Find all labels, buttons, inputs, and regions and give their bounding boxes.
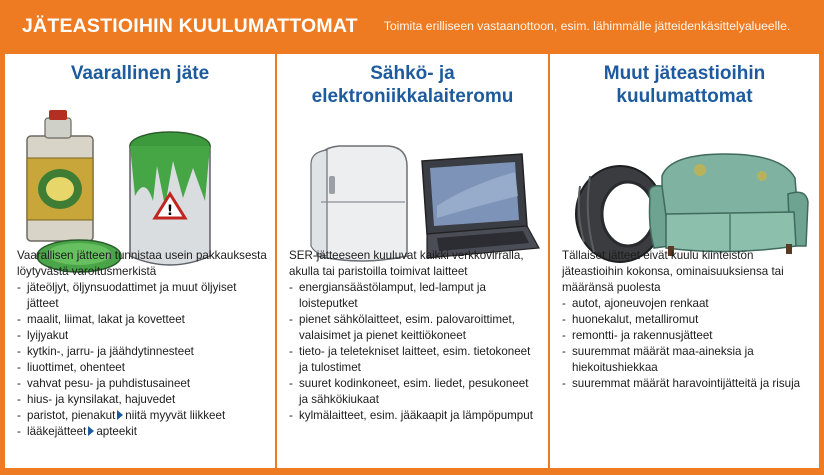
column-other-bulky-waste bbox=[550, 54, 819, 468]
list-item: - lyijyakut bbox=[17, 329, 69, 342]
list-item: - huonekalut, metalliromut bbox=[562, 313, 699, 326]
list-item: - hius- ja kynsilakat, hajuvedet bbox=[17, 393, 176, 406]
list-item: - paristot, pienakut niitä myyvät liikkeet bbox=[17, 409, 226, 422]
column-title-line: Sähkö- ja bbox=[370, 63, 455, 84]
list-item: - kytkin-, jarru- ja jäähdytinnesteet bbox=[17, 345, 194, 358]
content-panel bbox=[5, 54, 819, 468]
list-item: - lääkejätteet apteekit bbox=[17, 425, 137, 438]
list-item: - suuremmat määrät maa-aineksia ja hiekoitushiekkaa bbox=[562, 345, 754, 374]
header-subtitle: Toimita erilliseen vastaanottoon, esim. lähimmälle jätteidenkäsittelyalueelle. bbox=[383, 19, 791, 33]
waste-list bbox=[17, 280, 267, 440]
list-item: - autot, ajoneuvojen renkaat bbox=[562, 297, 709, 310]
sofa-icon bbox=[649, 154, 808, 256]
waste-list bbox=[562, 296, 811, 392]
list-item: - jäteöljyt, öljynsuodattimet ja muut öljyiset jätteet bbox=[17, 281, 237, 310]
column-electronics bbox=[277, 54, 548, 468]
column-title bbox=[5, 62, 275, 85]
column-title bbox=[277, 62, 548, 108]
paint-tin-back-icon bbox=[27, 110, 93, 241]
list-item: - energiansäästölamput, led-lamput ja loisteputket bbox=[289, 281, 486, 310]
fridge-icon bbox=[311, 146, 407, 261]
list-item: - suuremmat määrät haravointijätteitä ja risuja bbox=[562, 377, 801, 390]
arrow-right-icon bbox=[117, 410, 123, 420]
header-bar bbox=[0, 0, 824, 52]
paint-bucket-icon bbox=[130, 132, 210, 265]
svg-text:!: ! bbox=[166, 203, 174, 219]
column-intro: SER-jätteeseen kuuluvat kaikki verkkovirralla, akulla tai paristoilla toimivat laitteet bbox=[289, 249, 524, 278]
arrow-right-icon bbox=[88, 426, 94, 436]
list-item: - maalit, liimat, lakat ja kovetteet bbox=[17, 313, 185, 326]
column-intro: Tällaiset jätteet eivät kuulu kiinteistön jäteastioihin kokonsa, ominaisuuksiensa tai määränsä puolesta bbox=[562, 249, 784, 294]
column-body bbox=[562, 248, 811, 392]
list-item: - pienet sähkölaitteet, esim. palovaroittimet, valaisimet ja pienet keittiökoneet bbox=[289, 313, 515, 342]
column-title-line: Vaarallinen jäte bbox=[70, 63, 210, 84]
laptop-icon bbox=[422, 154, 539, 258]
list-item: - suuret kodinkoneet, esim. liedet, pesukoneet ja sähkökiukaat bbox=[289, 377, 529, 406]
column-title-line: kuulumattomat bbox=[616, 86, 753, 107]
column-title bbox=[550, 62, 819, 108]
list-item: - vahvat pesu- ja puhdistusaineet bbox=[17, 377, 191, 390]
list-item: - tieto- ja teletekniset laitteet, esim. tietokoneet ja tulostimet bbox=[289, 345, 531, 374]
column-body bbox=[289, 248, 540, 424]
column-title-line: Muut jäteastioihin bbox=[603, 63, 766, 84]
page-title: JÄTEASTIOIHIN KUULUMATTOMAT bbox=[22, 14, 358, 37]
column-body bbox=[17, 248, 267, 440]
column-title-line: elektroniikkalaiteromu bbox=[311, 86, 514, 107]
list-item: - kylmälaitteet, esim. jääkaapit ja lämpöpumput bbox=[289, 409, 533, 422]
column-intro: Vaarallisen jätteen tunnistaa usein pakkauksesta löytyvästä varoitusmerkistä bbox=[17, 249, 267, 278]
waste-list bbox=[289, 280, 540, 424]
column-hazardous-waste bbox=[5, 54, 275, 468]
list-item: - liuottimet, ohenteet bbox=[17, 361, 125, 374]
list-item: - remontti- ja rakennusjätteet bbox=[562, 329, 713, 342]
